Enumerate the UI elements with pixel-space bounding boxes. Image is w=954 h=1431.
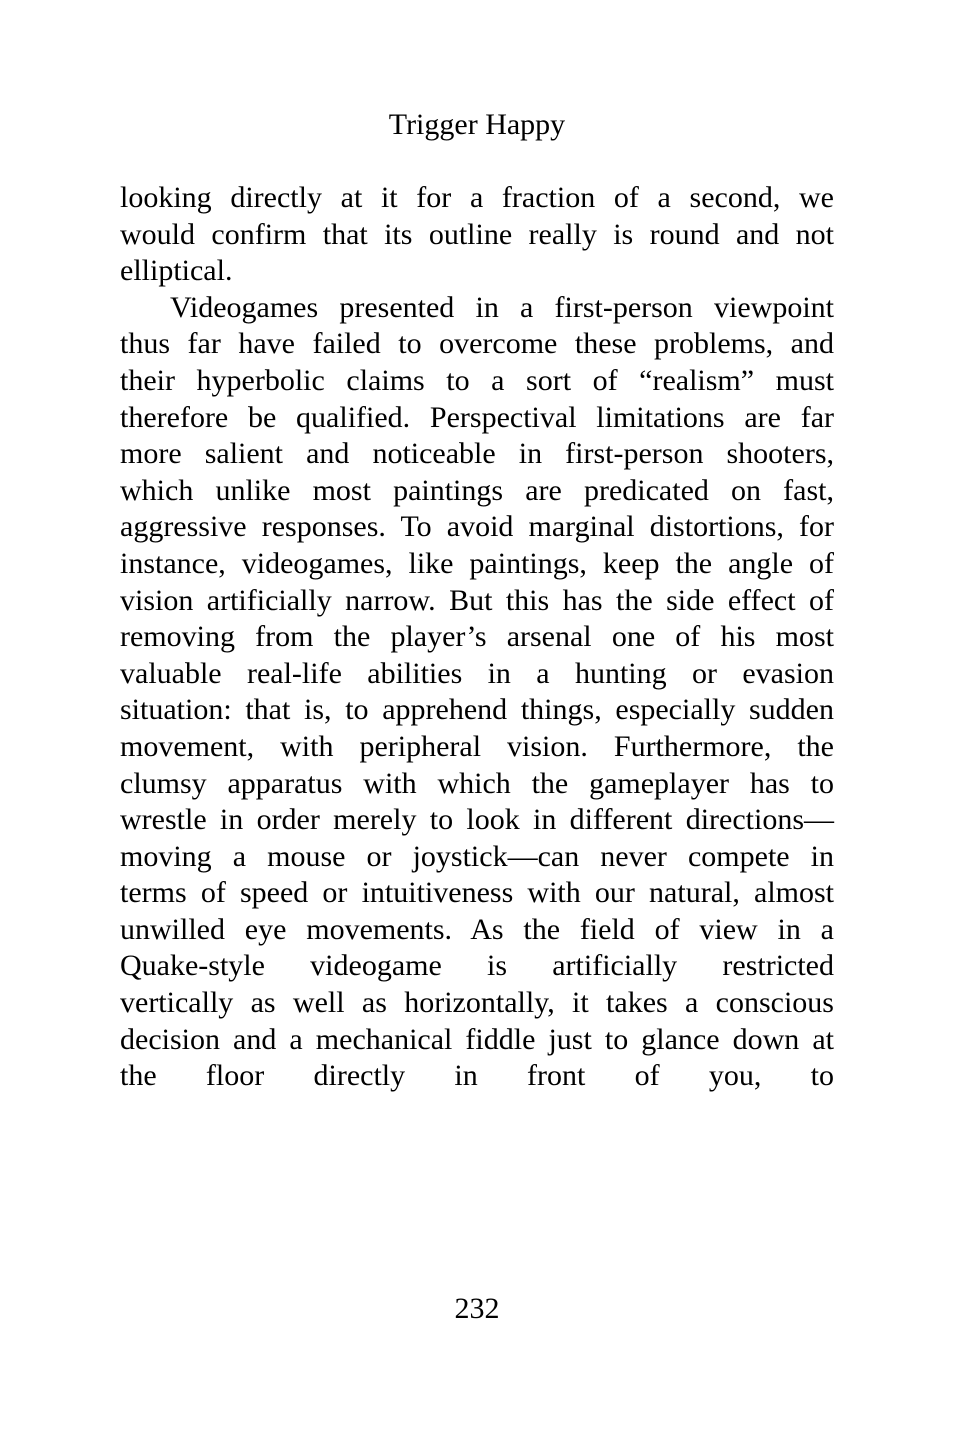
text-line: vision artificially narrow. But this has the side effect of [120, 583, 834, 617]
text-line: movement, with peripheral vision. Furthermore, the [120, 729, 834, 763]
text-line: elliptical. [120, 254, 233, 288]
text-line: valuable real-life abilities in a hunting or evasion [120, 656, 834, 690]
text-line: which unlike most paintings are predicated on fast, [120, 473, 834, 507]
running-head-title: Trigger Happy [388, 108, 566, 141]
text-line: the floor directly in front of you, to [120, 1059, 834, 1093]
text-line: therefore be qualified. Perspectival limitations are far [120, 400, 834, 434]
text-line: Quake-style videogame is artificially restricted [120, 949, 834, 983]
text-line: decision and a mechanical fiddle just to glance down at [120, 1022, 834, 1056]
text-line: looking directly at it for a fraction of a second, we [120, 181, 834, 214]
body-text [120, 180, 834, 1095]
text-line: moving a mouse or joystick—can never compete in [120, 839, 834, 873]
text-line: unwilled eye movements. As the field of view in a [120, 912, 834, 946]
text-line: instance, videogames, like paintings, keep the angle of [120, 546, 834, 580]
text-line: terms of speed or intuitiveness with our natural, almost [120, 876, 834, 910]
text-line: removing from the player’s arsenal one of his most [120, 620, 834, 654]
text-line: situation: that is, to apprehend things, especially sudden [120, 693, 834, 727]
text-line: Videogames presented in a first-person viewpoint [170, 290, 834, 324]
text-line: would confirm that its outline really is round and not [120, 217, 834, 251]
text-line: more salient and noticeable in first-person shooters, [120, 437, 834, 471]
text-line: their hyperbolic claims to a sort of “realism” must [120, 363, 834, 397]
page-number: 232 [454, 1292, 500, 1325]
text-line: thus far have failed to overcome these problems, and [120, 327, 834, 361]
text-line: clumsy apparatus with which the gameplayer has to [120, 766, 834, 800]
text-line: wrestle in order merely to look in different directions— [120, 803, 834, 837]
text-line: aggressive responses. To avoid marginal distortions, for [120, 510, 834, 544]
text-line: vertically as well as horizontally, it takes a conscious [120, 986, 834, 1020]
